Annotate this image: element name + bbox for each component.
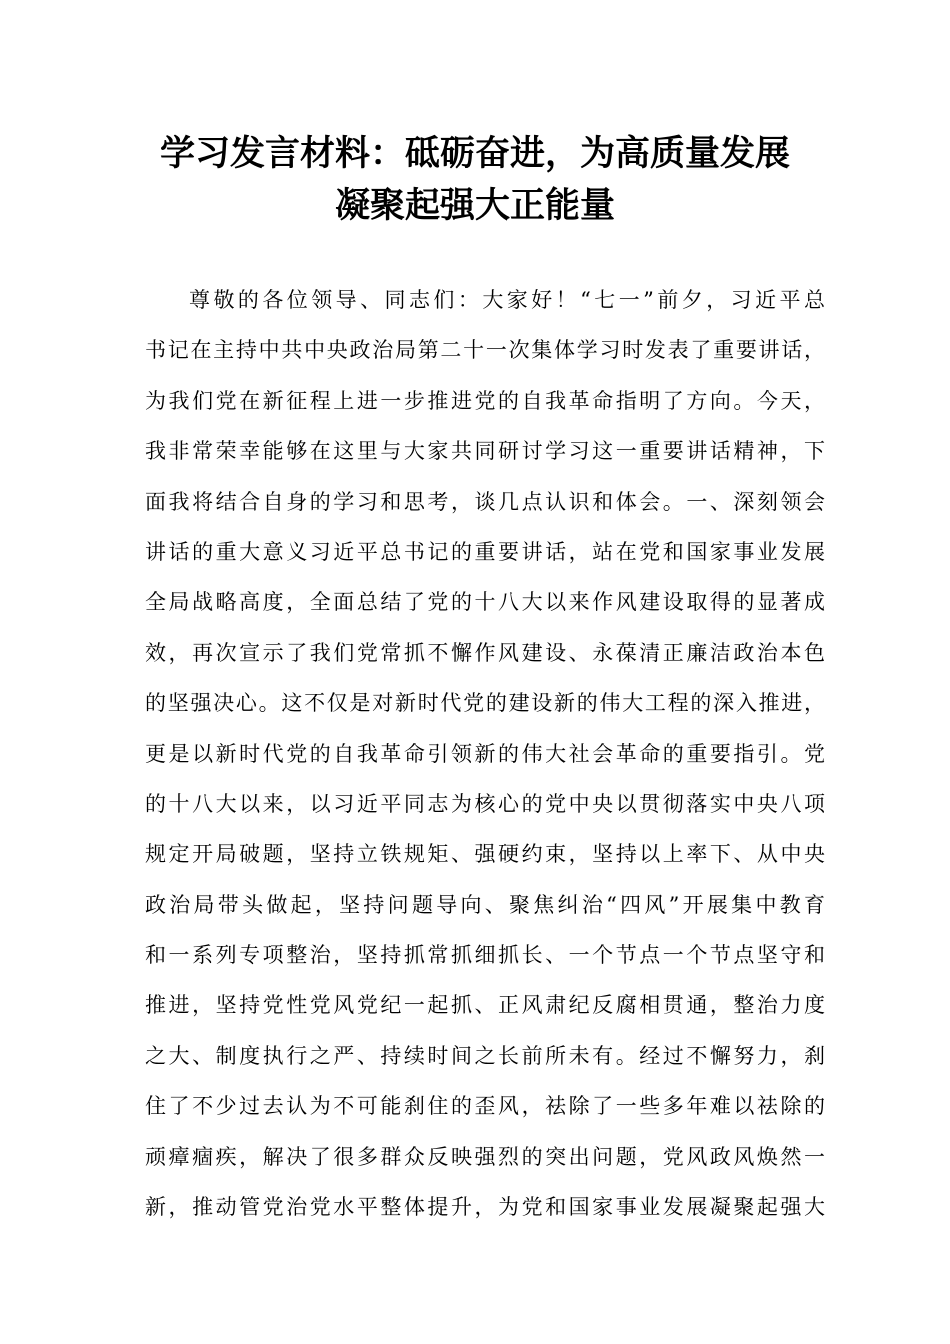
document-body (145, 275, 825, 1232)
body-line: 政治局带头做起，坚持问题导向、聚焦纠治“四风”开展集中教育 (145, 892, 825, 917)
body-line: 的坚强决心。这不仅是对新时代党的建设新的伟大工程的深入推进， (145, 691, 825, 716)
body-line: 更是以新时代党的自我革命引领新的伟大社会革命的重要指引。党 (145, 741, 825, 766)
body-line: 和一系列专项整治，坚持抓常抓细抓长、一个节点一个节点坚守和 (145, 943, 825, 968)
body-line: 为我们党在新征程上进一步推进党的自我革命指明了方向。今天， (145, 388, 825, 413)
body-line: 的十八大以来，以习近平同志为核心的党中央以贯彻落实中央八项 (145, 791, 825, 816)
body-line: 我非常荣幸能够在这里与大家共同研讨学习这一重要讲话精神，下 (145, 439, 825, 464)
body-line: 推进，坚持党性党风党纪一起抓、正风肃纪反腐相贯通，整治力度 (145, 993, 825, 1018)
body-line: 顽瘴痼疾，解决了很多群众反映强烈的突出问题，党风政风焕然一 (145, 1144, 825, 1169)
document-title-line-1: 学习发言材料：砥砺奋进，为高质量发展 (159, 134, 790, 174)
body-line: 之大、制度执行之严、持续时间之长前所未有。经过不懈努力，刹 (145, 1043, 825, 1068)
body-line: 全局战略高度，全面总结了党的十八大以来作风建设取得的显著成 (145, 590, 825, 615)
body-line: 面我将结合自身的学习和思考，谈几点认识和体会。一、深刻领会 (145, 489, 825, 514)
body-line: 住了不少过去认为不可能刹住的歪风，祛除了一些多年难以祛除的 (145, 1094, 825, 1119)
body-line: 规定开局破题，坚持立铁规矩、强硬约束，坚持以上率下、从中央 (145, 842, 825, 867)
body-line: 尊敬的各位领导、同志们：大家好！“七一”前夕，习近平总 (189, 288, 825, 312)
document-title-line-2: 凝聚起强大正能量 (334, 186, 615, 226)
body-line: 讲话的重大意义习近平总书记的重要讲话，站在党和国家事业发展 (145, 539, 825, 564)
body-line: 书记在主持中共中央政治局第二十一次集体学习时发表了重要讲话， (145, 338, 825, 363)
body-line: 效，再次宣示了我们党常抓不懈作风建设、永葆清正廉洁政治本色 (145, 640, 825, 665)
body-line: 新，推动管党治党水平整体提升，为党和国家事业发展凝聚起强大 (145, 1195, 825, 1220)
